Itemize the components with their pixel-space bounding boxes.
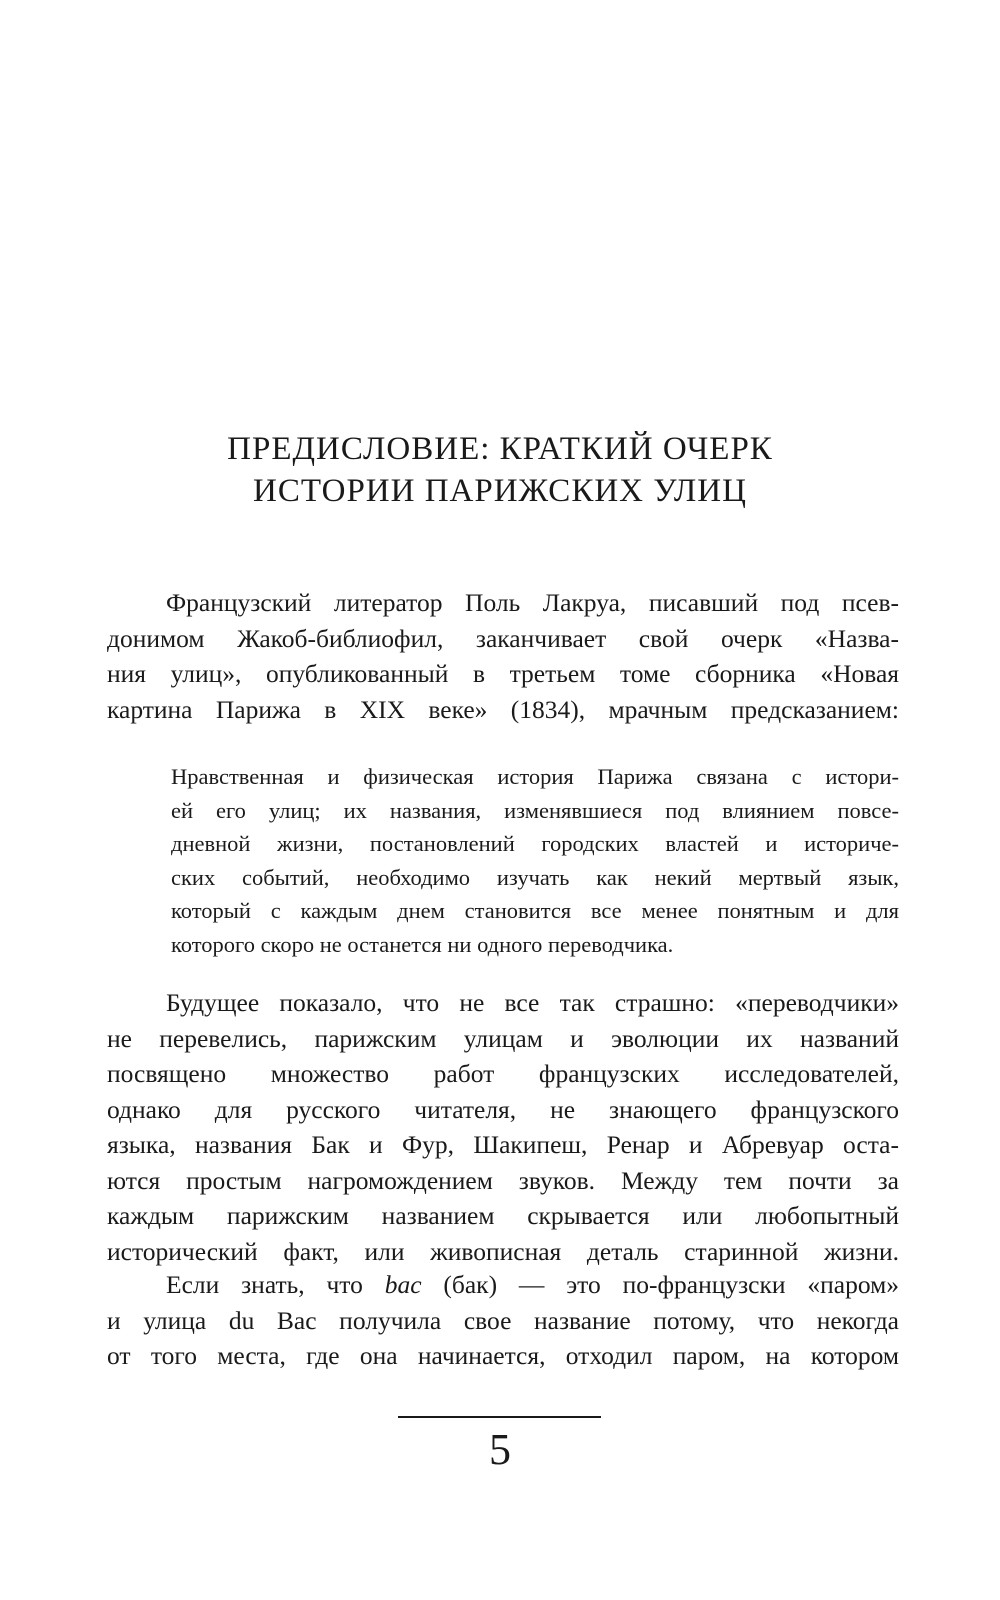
quote-line: Нравственная и физическая история Парижа связана с истори-: [171, 764, 899, 789]
text-line: от того места, где она начинается, отходил паром, на котором: [107, 1341, 899, 1370]
text-segment: (бак) — это по-французски «паром»: [421, 1270, 899, 1299]
footer-rule: [398, 1416, 601, 1418]
text-line: [107, 1267, 899, 1303]
text-line: и улица du Bac получила свое название потому, что некогда: [107, 1305, 899, 1335]
paragraph-intro: [107, 585, 899, 727]
text-line: Французский литератор Поль Лакруа, писавший под псев-: [166, 588, 899, 617]
text-line: ния улиц», опубликованный в третьем томе сборника «Новая: [107, 659, 899, 688]
text-line: картина Парижа в XIX веке» (1834), мрачным предсказанием:: [107, 694, 899, 724]
quote-line: дневной жизни, постановлений городских властей и историче-: [171, 831, 899, 856]
quote-line: ей его улиц; их названия, изменявшиеся под влиянием повсе-: [171, 797, 899, 823]
chapter-heading: [0, 428, 1000, 512]
page-number: 5: [489, 1425, 511, 1474]
text-line: каждым парижским названием скрывается или любопытный: [107, 1201, 899, 1230]
text-line: не перевелись, парижским улицам и эволюции их названий: [107, 1023, 899, 1053]
paragraph-future: [107, 985, 899, 1269]
text-line: исторический факт, или живописная деталь старинной жизни.: [107, 1236, 899, 1266]
text-line: донимом Жакоб-библиофил, заканчивает свой очерк «Назва-: [107, 623, 899, 653]
text-line: однако для русского читателя, не знающего французского: [107, 1094, 899, 1124]
quote-line: который с каждым днем становится все менее понятным и для: [171, 898, 899, 923]
chapter-heading-line-1: ПРЕДИСЛОВИЕ: КРАТКИЙ ОЧЕРК: [227, 431, 773, 467]
text-line: языка, названия Бак и Фур, Шакипеш, Ренар и Абревуар оста-: [107, 1130, 899, 1159]
quote-line: которого скоро не останется ни одного переводчика.: [171, 931, 674, 957]
text-line: ются простым нагромождением звуков. Между тем почти за: [107, 1165, 899, 1195]
chapter-heading-line-2: ИСТОРИИ ПАРИЖСКИХ УЛИЦ: [253, 473, 747, 509]
block-quote: [171, 760, 899, 961]
text-segment: Если знать, что: [166, 1270, 385, 1299]
text-line: посвящено множество работ французских исследователей,: [107, 1059, 899, 1088]
text-line: Будущее показало, что не все так страшно: «переводчики»: [166, 988, 899, 1017]
paragraph-bac: [107, 1267, 899, 1374]
italic-term: bac: [384, 1270, 422, 1299]
quote-line: ских событий, необходимо изучать как некий мертвый язык,: [171, 864, 899, 890]
